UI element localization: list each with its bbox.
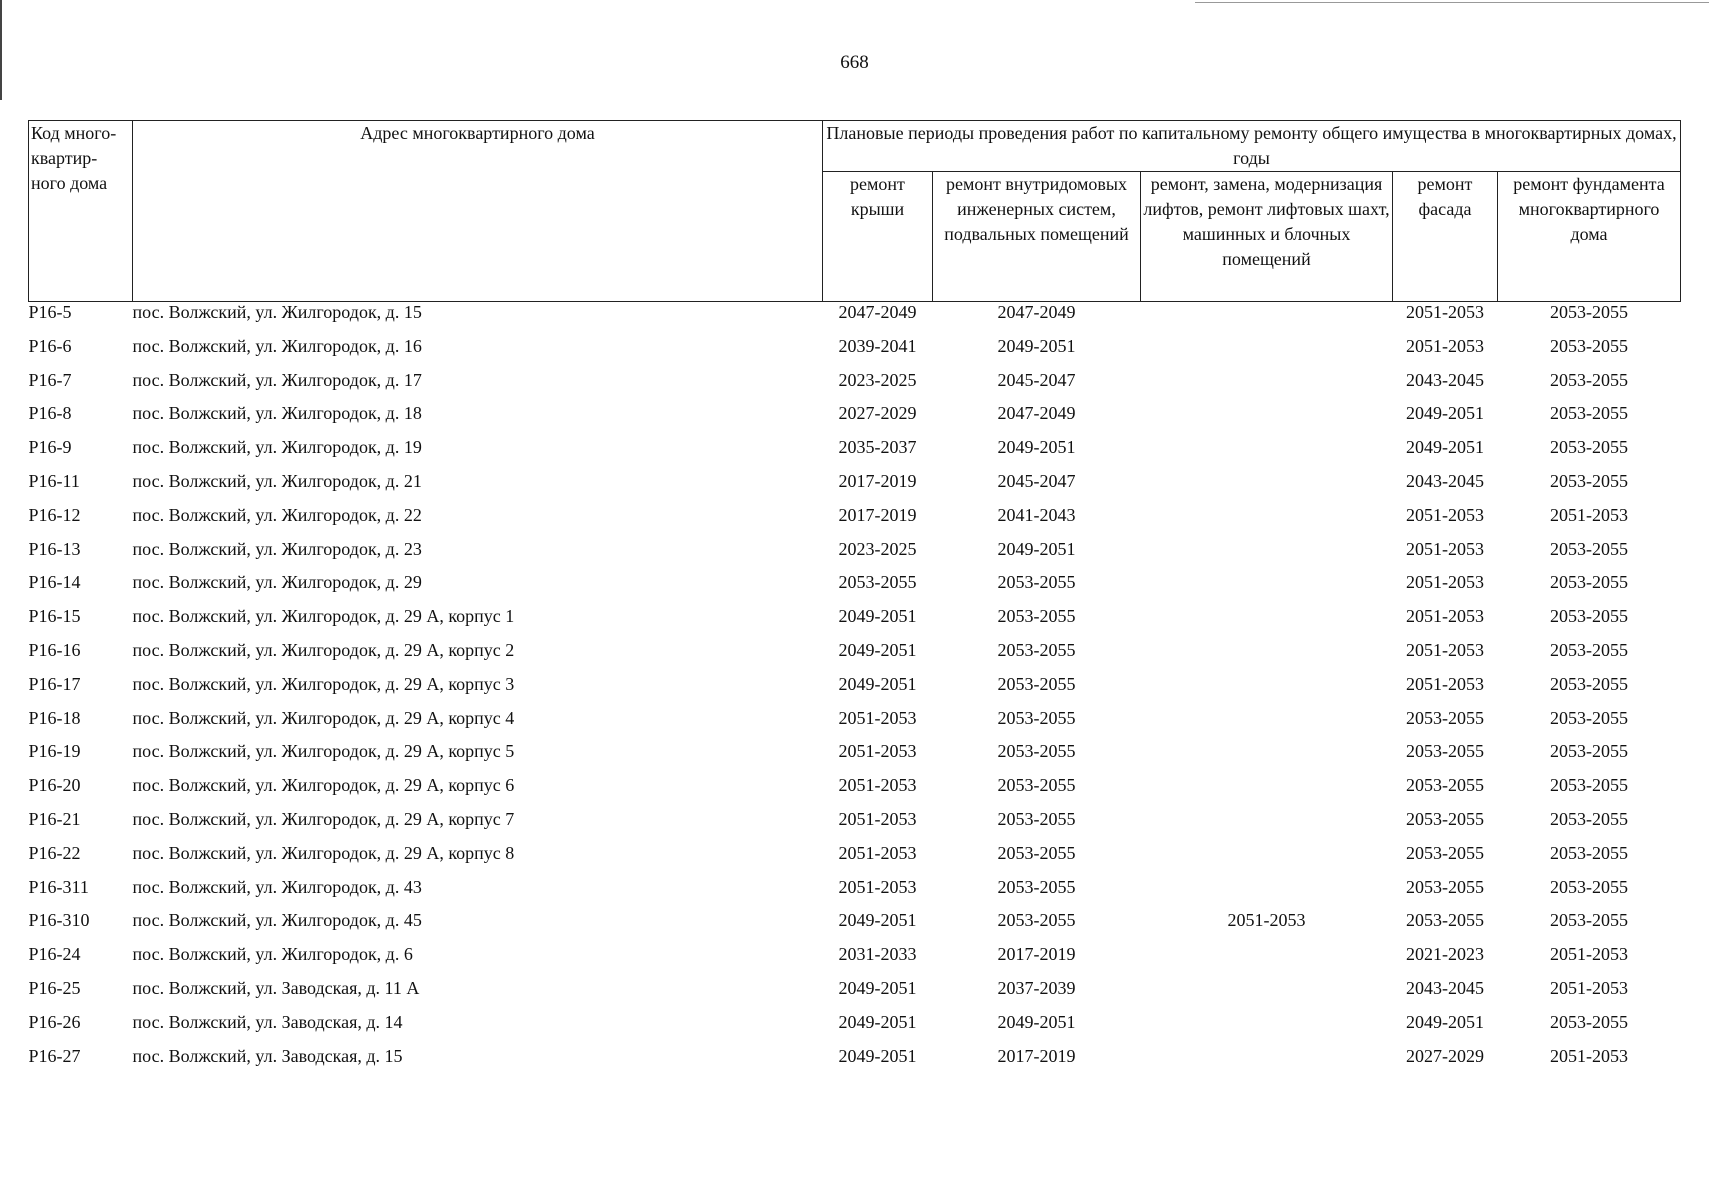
cell-foundation: 2053-2055 — [1550, 403, 1628, 424]
cell-engineering: 2049-2051 — [997, 1011, 1076, 1032]
cell-address: пос. Волжский, ул. Жилгородок, д. 6 — [132, 944, 413, 965]
cell-foundation: 2053-2055 — [1550, 572, 1628, 593]
cell-foundation: 2053-2055 — [1550, 910, 1628, 931]
cell-engineering: 2053-2055 — [997, 808, 1076, 829]
cell-foundation: 2053-2055 — [1550, 1011, 1628, 1032]
cell-lifts — [1141, 471, 1393, 505]
cell-lifts — [1141, 809, 1393, 843]
table-row — [29, 539, 1681, 573]
cell-address: пос. Волжский, ул. Заводская, д. 15 — [132, 1045, 403, 1066]
cell-facade: 2051-2053 — [1406, 639, 1484, 660]
cell-foundation: 2053-2055 — [1550, 775, 1628, 796]
header-planned-periods: Плановые периоды проведения работ по капитальному ремонту общего имущества в многоквартирных домах, годы — [823, 121, 1681, 172]
cell-roof: 2023-2025 — [838, 369, 917, 390]
cell-code: Р16-19 — [28, 741, 81, 762]
cell-roof: 2049-2051 — [838, 1045, 917, 1066]
cell-code: Р16-13 — [28, 538, 81, 559]
cell-lifts — [1141, 539, 1393, 573]
table-row — [29, 775, 1681, 809]
cell-roof: 2031-2033 — [838, 944, 917, 965]
cell-facade: 2053-2055 — [1406, 876, 1484, 897]
cell-engineering: 2053-2055 — [997, 775, 1076, 796]
scan-top-line — [1195, 2, 1709, 3]
cell-code: Р16-310 — [28, 910, 90, 931]
cell-facade: 2027-2029 — [1406, 1045, 1484, 1066]
cell-address: пос. Волжский, ул. Жилгородок, д. 45 — [132, 910, 422, 931]
cell-foundation: 2053-2055 — [1550, 741, 1628, 762]
cell-lifts — [1141, 370, 1393, 404]
cell-lifts — [1141, 708, 1393, 742]
cell-address: пос. Волжский, ул. Жилгородок, д. 16 — [132, 335, 422, 356]
cell-facade: 2049-2051 — [1406, 1011, 1484, 1032]
cell-address: пос. Волжский, ул. Жилгородок, д. 17 — [132, 369, 422, 390]
cell-address: пос. Волжский, ул. Жилгородок, д. 29 А, корпус 8 — [132, 842, 515, 863]
cell-foundation: 2051-2053 — [1550, 1045, 1628, 1066]
cell-roof: 2051-2053 — [838, 707, 917, 728]
cell-foundation: 2053-2055 — [1550, 302, 1628, 322]
cell-roof: 2017-2019 — [838, 470, 917, 491]
cell-engineering: 2053-2055 — [997, 910, 1076, 931]
table-row — [29, 910, 1681, 944]
cell-engineering: 2017-2019 — [997, 1045, 1076, 1066]
cell-roof: 2017-2019 — [838, 504, 917, 525]
cell-code: Р16-9 — [28, 437, 72, 458]
table-row — [29, 674, 1681, 708]
cell-foundation: 2051-2053 — [1550, 504, 1628, 525]
cell-code: Р16-17 — [28, 673, 81, 694]
cell-roof: 2051-2053 — [838, 741, 917, 762]
cell-foundation: 2051-2053 — [1550, 977, 1628, 998]
cell-lifts — [1141, 606, 1393, 640]
cell-code: Р16-6 — [28, 335, 72, 356]
cell-engineering: 2045-2047 — [997, 470, 1076, 491]
cell-foundation: 2053-2055 — [1550, 470, 1628, 491]
cell-address: пос. Волжский, ул. Жилгородок, д. 21 — [132, 470, 422, 491]
table-row — [29, 741, 1681, 775]
cell-engineering: 2053-2055 — [997, 673, 1076, 694]
cell-engineering: 2049-2051 — [997, 437, 1076, 458]
cell-address: пос. Волжский, ул. Жилгородок, д. 29 А, корпус 6 — [132, 775, 515, 796]
cell-lifts — [1141, 505, 1393, 539]
cell-foundation: 2053-2055 — [1550, 673, 1628, 694]
header-engineering: ремонт внутридомовых инженерных систем, подвальных помещений — [933, 172, 1141, 302]
table-row — [29, 640, 1681, 674]
cell-roof: 2049-2051 — [838, 639, 917, 660]
cell-roof: 2049-2051 — [838, 977, 917, 998]
cell-code: Р16-8 — [28, 403, 72, 424]
cell-roof: 2049-2051 — [838, 910, 917, 931]
cell-facade: 2053-2055 — [1406, 808, 1484, 829]
cell-engineering: 2017-2019 — [997, 944, 1076, 965]
cell-facade: 2043-2045 — [1406, 470, 1484, 491]
table-row — [29, 708, 1681, 742]
cell-roof: 2035-2037 — [838, 437, 917, 458]
cell-code: Р16-16 — [28, 639, 81, 660]
cell-facade: 2051-2053 — [1406, 538, 1484, 559]
cell-roof: 2051-2053 — [838, 775, 917, 796]
cell-address: пос. Волжский, ул. Жилгородок, д. 15 — [132, 302, 422, 322]
capital-repair-plan-table — [28, 120, 1681, 1079]
cell-code: Р16-12 — [28, 504, 81, 525]
cell-code: Р16-7 — [28, 369, 72, 390]
cell-engineering: 2047-2049 — [997, 403, 1076, 424]
cell-address: пос. Волжский, ул. Жилгородок, д. 29 А, корпус 4 — [132, 707, 515, 728]
cell-code: Р16-20 — [28, 775, 81, 796]
cell-roof: 2049-2051 — [838, 673, 917, 694]
cell-lifts — [1141, 978, 1393, 1012]
cell-engineering: 2053-2055 — [997, 876, 1076, 897]
cell-lifts — [1141, 302, 1393, 336]
table-row — [29, 336, 1681, 370]
cell-lifts — [1141, 572, 1393, 606]
cell-lifts — [1141, 944, 1393, 978]
cell-roof: 2049-2051 — [838, 606, 917, 627]
cell-foundation: 2053-2055 — [1550, 842, 1628, 863]
cell-lifts: 2051-2053 — [1227, 910, 1306, 931]
cell-facade: 2051-2053 — [1406, 335, 1484, 356]
cell-foundation: 2053-2055 — [1550, 639, 1628, 660]
cell-address: пос. Волжский, ул. Жилгородок, д. 18 — [132, 403, 422, 424]
cell-foundation: 2053-2055 — [1550, 538, 1628, 559]
cell-engineering: 2049-2051 — [997, 335, 1076, 356]
cell-code: Р16-11 — [28, 470, 80, 491]
cell-address: пос. Волжский, ул. Жилгородок, д. 29 А, корпус 7 — [132, 808, 515, 829]
cell-roof: 2023-2025 — [838, 538, 917, 559]
cell-roof: 2051-2053 — [838, 842, 917, 863]
table-body — [29, 302, 1681, 1080]
cell-facade: 2053-2055 — [1406, 741, 1484, 762]
cell-address: пос. Волжский, ул. Жилгородок, д. 29 А, корпус 5 — [132, 741, 515, 762]
cell-foundation: 2053-2055 — [1550, 808, 1628, 829]
cell-code: Р16-21 — [28, 808, 81, 829]
table-row — [29, 471, 1681, 505]
cell-address: пос. Волжский, ул. Жилгородок, д. 22 — [132, 504, 422, 525]
cell-foundation: 2053-2055 — [1550, 707, 1628, 728]
cell-facade: 2049-2051 — [1406, 403, 1484, 424]
cell-lifts — [1141, 674, 1393, 708]
cell-facade: 2021-2023 — [1406, 944, 1484, 965]
cell-lifts — [1141, 1046, 1393, 1080]
table-row — [29, 302, 1681, 336]
cell-foundation: 2053-2055 — [1550, 369, 1628, 390]
cell-foundation: 2053-2055 — [1550, 876, 1628, 897]
cell-roof: 2051-2053 — [838, 808, 917, 829]
cell-lifts — [1141, 775, 1393, 809]
table-row — [29, 572, 1681, 606]
cell-engineering: 2041-2043 — [997, 504, 1076, 525]
header-roof: ремонт крыши — [823, 172, 933, 302]
cell-engineering: 2037-2039 — [997, 977, 1076, 998]
cell-engineering: 2053-2055 — [997, 707, 1076, 728]
cell-facade: 2051-2053 — [1406, 572, 1484, 593]
cell-code: Р16-14 — [28, 572, 81, 593]
cell-address: пос. Волжский, ул. Заводская, д. 11 А — [132, 977, 420, 998]
cell-facade: 2043-2045 — [1406, 977, 1484, 998]
cell-engineering: 2053-2055 — [997, 572, 1076, 593]
cell-lifts — [1141, 843, 1393, 877]
cell-foundation: 2053-2055 — [1550, 437, 1628, 458]
cell-engineering: 2053-2055 — [997, 842, 1076, 863]
cell-code: Р16-5 — [28, 302, 72, 322]
cell-roof: 2051-2053 — [838, 876, 917, 897]
cell-lifts — [1141, 741, 1393, 775]
cell-roof: 2027-2029 — [838, 403, 917, 424]
table-row — [29, 877, 1681, 911]
cell-foundation: 2053-2055 — [1550, 335, 1628, 356]
cell-engineering: 2049-2051 — [997, 538, 1076, 559]
cell-foundation: 2053-2055 — [1550, 606, 1628, 627]
cell-facade: 2053-2055 — [1406, 910, 1484, 931]
header-lifts: ремонт, замена, модернизация лифтов, ремонт лифтовых шахт, машинных и блочных помещений — [1141, 172, 1393, 302]
cell-address: пос. Волжский, ул. Жилгородок, д. 19 — [132, 437, 422, 458]
cell-code: Р16-26 — [28, 1011, 81, 1032]
cell-code: Р16-25 — [28, 977, 81, 998]
cell-address: пос. Волжский, ул. Жилгородок, д. 29 — [132, 572, 422, 593]
cell-lifts — [1141, 1012, 1393, 1046]
table-row — [29, 1046, 1681, 1080]
cell-facade: 2043-2045 — [1406, 369, 1484, 390]
table-header — [29, 121, 1681, 302]
cell-roof: 2049-2051 — [838, 1011, 917, 1032]
table-row — [29, 843, 1681, 877]
table-row — [29, 505, 1681, 539]
cell-facade: 2053-2055 — [1406, 842, 1484, 863]
cell-address: пос. Волжский, ул. Жилгородок, д. 43 — [132, 876, 422, 897]
cell-facade: 2051-2053 — [1406, 673, 1484, 694]
table-row — [29, 944, 1681, 978]
cell-address: пос. Волжский, ул. Жилгородок, д. 29 А, корпус 3 — [132, 673, 515, 694]
cell-address: пос. Волжский, ул. Жилгородок, д. 29 А, корпус 2 — [132, 639, 515, 660]
cell-address: пос. Волжский, ул. Заводская, д. 14 — [132, 1011, 403, 1032]
cell-code: Р16-27 — [28, 1045, 81, 1066]
cell-engineering: 2045-2047 — [997, 369, 1076, 390]
cell-facade: 2053-2055 — [1406, 775, 1484, 796]
page-number: 668 — [840, 52, 869, 73]
cell-engineering: 2053-2055 — [997, 639, 1076, 660]
cell-engineering: 2047-2049 — [997, 302, 1076, 322]
cell-code: Р16-22 — [28, 842, 81, 863]
table-row — [29, 403, 1681, 437]
cell-address: пос. Волжский, ул. Жилгородок, д. 23 — [132, 538, 422, 559]
table-row — [29, 978, 1681, 1012]
cell-roof: 2047-2049 — [838, 302, 917, 322]
cell-lifts — [1141, 877, 1393, 911]
cell-facade: 2053-2055 — [1406, 707, 1484, 728]
header-code: Код много-квартир-ного дома — [29, 121, 133, 302]
cell-lifts — [1141, 640, 1393, 674]
header-facade: ремонт фасада — [1393, 172, 1498, 302]
cell-facade: 2049-2051 — [1406, 437, 1484, 458]
cell-engineering: 2053-2055 — [997, 741, 1076, 762]
table-row — [29, 809, 1681, 843]
cell-code: Р16-311 — [28, 876, 89, 897]
header-foundation: ремонт фундамента многоквартирного дома — [1498, 172, 1681, 302]
cell-code: Р16-24 — [28, 944, 81, 965]
table-row — [29, 1012, 1681, 1046]
table-row — [29, 370, 1681, 404]
cell-roof: 2053-2055 — [838, 572, 917, 593]
cell-code: Р16-15 — [28, 606, 81, 627]
cell-engineering: 2053-2055 — [997, 606, 1076, 627]
cell-roof: 2039-2041 — [838, 335, 917, 356]
cell-code: Р16-18 — [28, 707, 81, 728]
cell-lifts — [1141, 437, 1393, 471]
cell-lifts — [1141, 336, 1393, 370]
cell-facade: 2051-2053 — [1406, 606, 1484, 627]
cell-facade: 2051-2053 — [1406, 504, 1484, 525]
cell-lifts — [1141, 403, 1393, 437]
cell-facade: 2051-2053 — [1406, 302, 1484, 322]
cell-address: пос. Волжский, ул. Жилгородок, д. 29 А, корпус 1 — [132, 606, 515, 627]
cell-foundation: 2051-2053 — [1550, 944, 1628, 965]
header-address: Адрес многоквартирного дома — [133, 121, 823, 302]
table-row — [29, 437, 1681, 471]
scan-edge-mark — [0, 0, 2, 100]
table-row — [29, 606, 1681, 640]
